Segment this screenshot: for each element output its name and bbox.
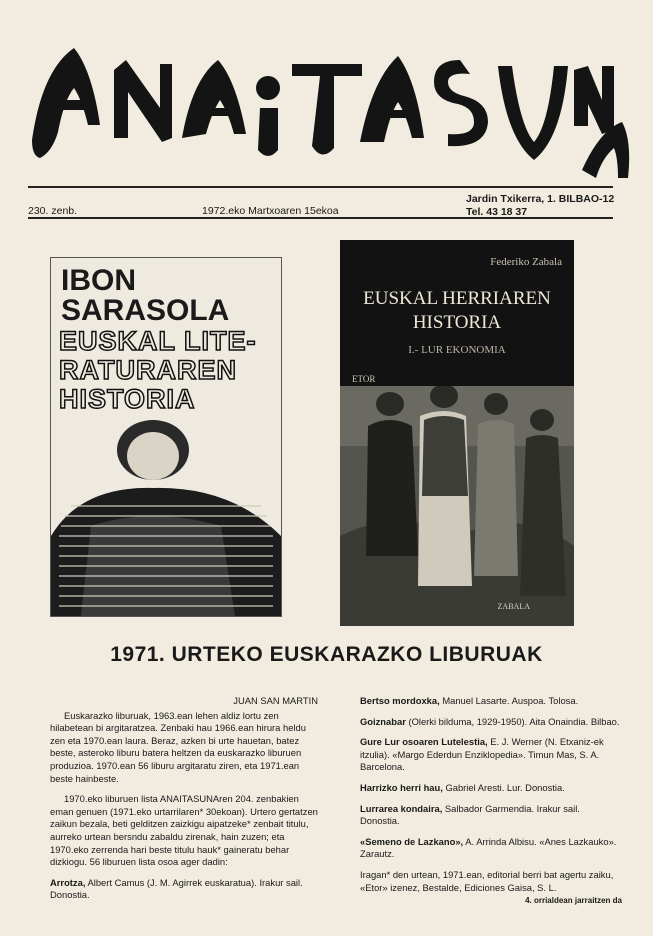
masthead-lettering [22, 30, 632, 180]
book-entry [360, 782, 622, 795]
cover-title-line1: EUSKAL HERRIAREN [363, 288, 551, 309]
book-entry [360, 716, 622, 729]
cover-portrait-collage [51, 416, 281, 616]
book-entry [360, 803, 622, 828]
book-entry-title: Goiznabar [360, 715, 406, 727]
masthead-logo [22, 30, 632, 180]
book-entry-details: E. J. Werner (N. Etxaniz-ek itzulia). «Margo Ederdun Enziklopedia». Timun Mas, S. A. Barcelona. [360, 736, 604, 773]
cover-author-last: SARASOLA [61, 294, 230, 327]
book-entry-details: Albert Camus (J. M. Agirrek euskaratua). Irakur sail. Donostia. [50, 876, 303, 901]
book-entry-details: Salbador Garmendia. Irakur sail. Donostia. [360, 802, 580, 827]
book-entry-title: Arrotza, [50, 876, 86, 888]
book-cover-literatura [50, 257, 282, 617]
cover-title-line2: HISTORIA [412, 312, 502, 333]
book-entry-details: Manuel Lasarte. Auspoa. Tolosa. [439, 695, 579, 706]
cover-subtitle: I.- LUR EKONOMIA [408, 344, 506, 356]
book-entry-details: (Olerki bilduma, 1929-1950). Aita Onaindia. Bilbao. [405, 715, 620, 727]
cover-title-line2: RATURAREN [59, 355, 237, 385]
header-rule-top [28, 186, 613, 188]
book-entry-details: A. Arrinda Albisu. «Anes Lazkauko». Zarautz. [360, 835, 617, 860]
cover-author: Federiko Zabala [490, 256, 562, 268]
article-title: 1971. URTEKO EUSKARAZKO LIBURUAK [110, 643, 543, 666]
book-entry [50, 877, 318, 902]
cover-title-line3: HISTORIA [59, 384, 196, 414]
book-entries-list [360, 695, 622, 861]
book-entry [360, 836, 622, 861]
article-author: JUAN SAN MARTIN [233, 695, 318, 706]
book-entry-details: Gabriel Aresti. Lur. Donostia. [442, 781, 565, 793]
book-entry-title: «Semeno de Lazkano», [360, 835, 464, 847]
publisher-address: Jardin Txikerra, 1. BILBAO-12 [466, 193, 615, 205]
book-entry [360, 736, 622, 774]
article-paragraph-2: 1970.eko liburuen lista ANAITASUNAren 204. zenbakien eman genuen (1971.eko urtarrilaren* 30ekoan). Urtero gertatzen zaikun bezala, beti gelditzen zaizkigu aipatzeke* zenbait titulu, aurreko urtean bersndu zabaldu zirenak, hain zuzen; eta 1970.eko zerrenda hari beste titulu hauk* gaineratu behar dizkiogu. 56 liburuen lista osoa ager dadin: [50, 793, 318, 868]
book-entry-title: Harrizko herri hau, [360, 781, 443, 793]
issue-date: 1972.eko Martxoaren 15ekoa [202, 205, 339, 217]
book-entry-title: Gure Lur osoaren Lutelestia, [360, 736, 488, 748]
cover-title-line1: EUSKAL LITE- [59, 326, 257, 356]
book-entry-title: Lurrarea kondaira, [360, 802, 443, 814]
publisher-phone: Tel. 43 18 37 [466, 206, 528, 218]
cover-publisher: ETOR [352, 374, 376, 384]
book-cover-herria [340, 240, 574, 626]
cover-painting-tag: ZABALA [497, 602, 530, 611]
article-column-left [50, 695, 318, 910]
cover-painting [340, 386, 574, 626]
book-entry-title: Bertso mordoxka, [360, 695, 440, 706]
cover-author-first: IBON [61, 264, 136, 297]
article-closing: Iragan* den urtean, 1971.ean, editorial berri bat agertu zaiku, «Etor» izenez, Bestalde, Ediciones Gaisa, S. L. [360, 868, 614, 893]
issue-number: 230. zenb. [28, 205, 78, 217]
article-paragraph-1: Euskarazko liburuak, 1963.ean lehen aldiz lortu zen hilabetean bi argitaratzea. Zenbaki hau 1966.ean hirura heldu zen eta 1970.ean laura. Beraz, azken bi urte hauetan, batez beste, asteroko liburu batera heltzen da euskarazko liburuen produzioa. 1970.ean 56 liburu argitaratu ziren, eta 1971.ean beste hainbeste. [50, 709, 306, 784]
book-entry [360, 695, 622, 708]
article-column-right [360, 695, 622, 908]
continued-note: 4. orrialdean jarraitzen da [525, 896, 622, 906]
